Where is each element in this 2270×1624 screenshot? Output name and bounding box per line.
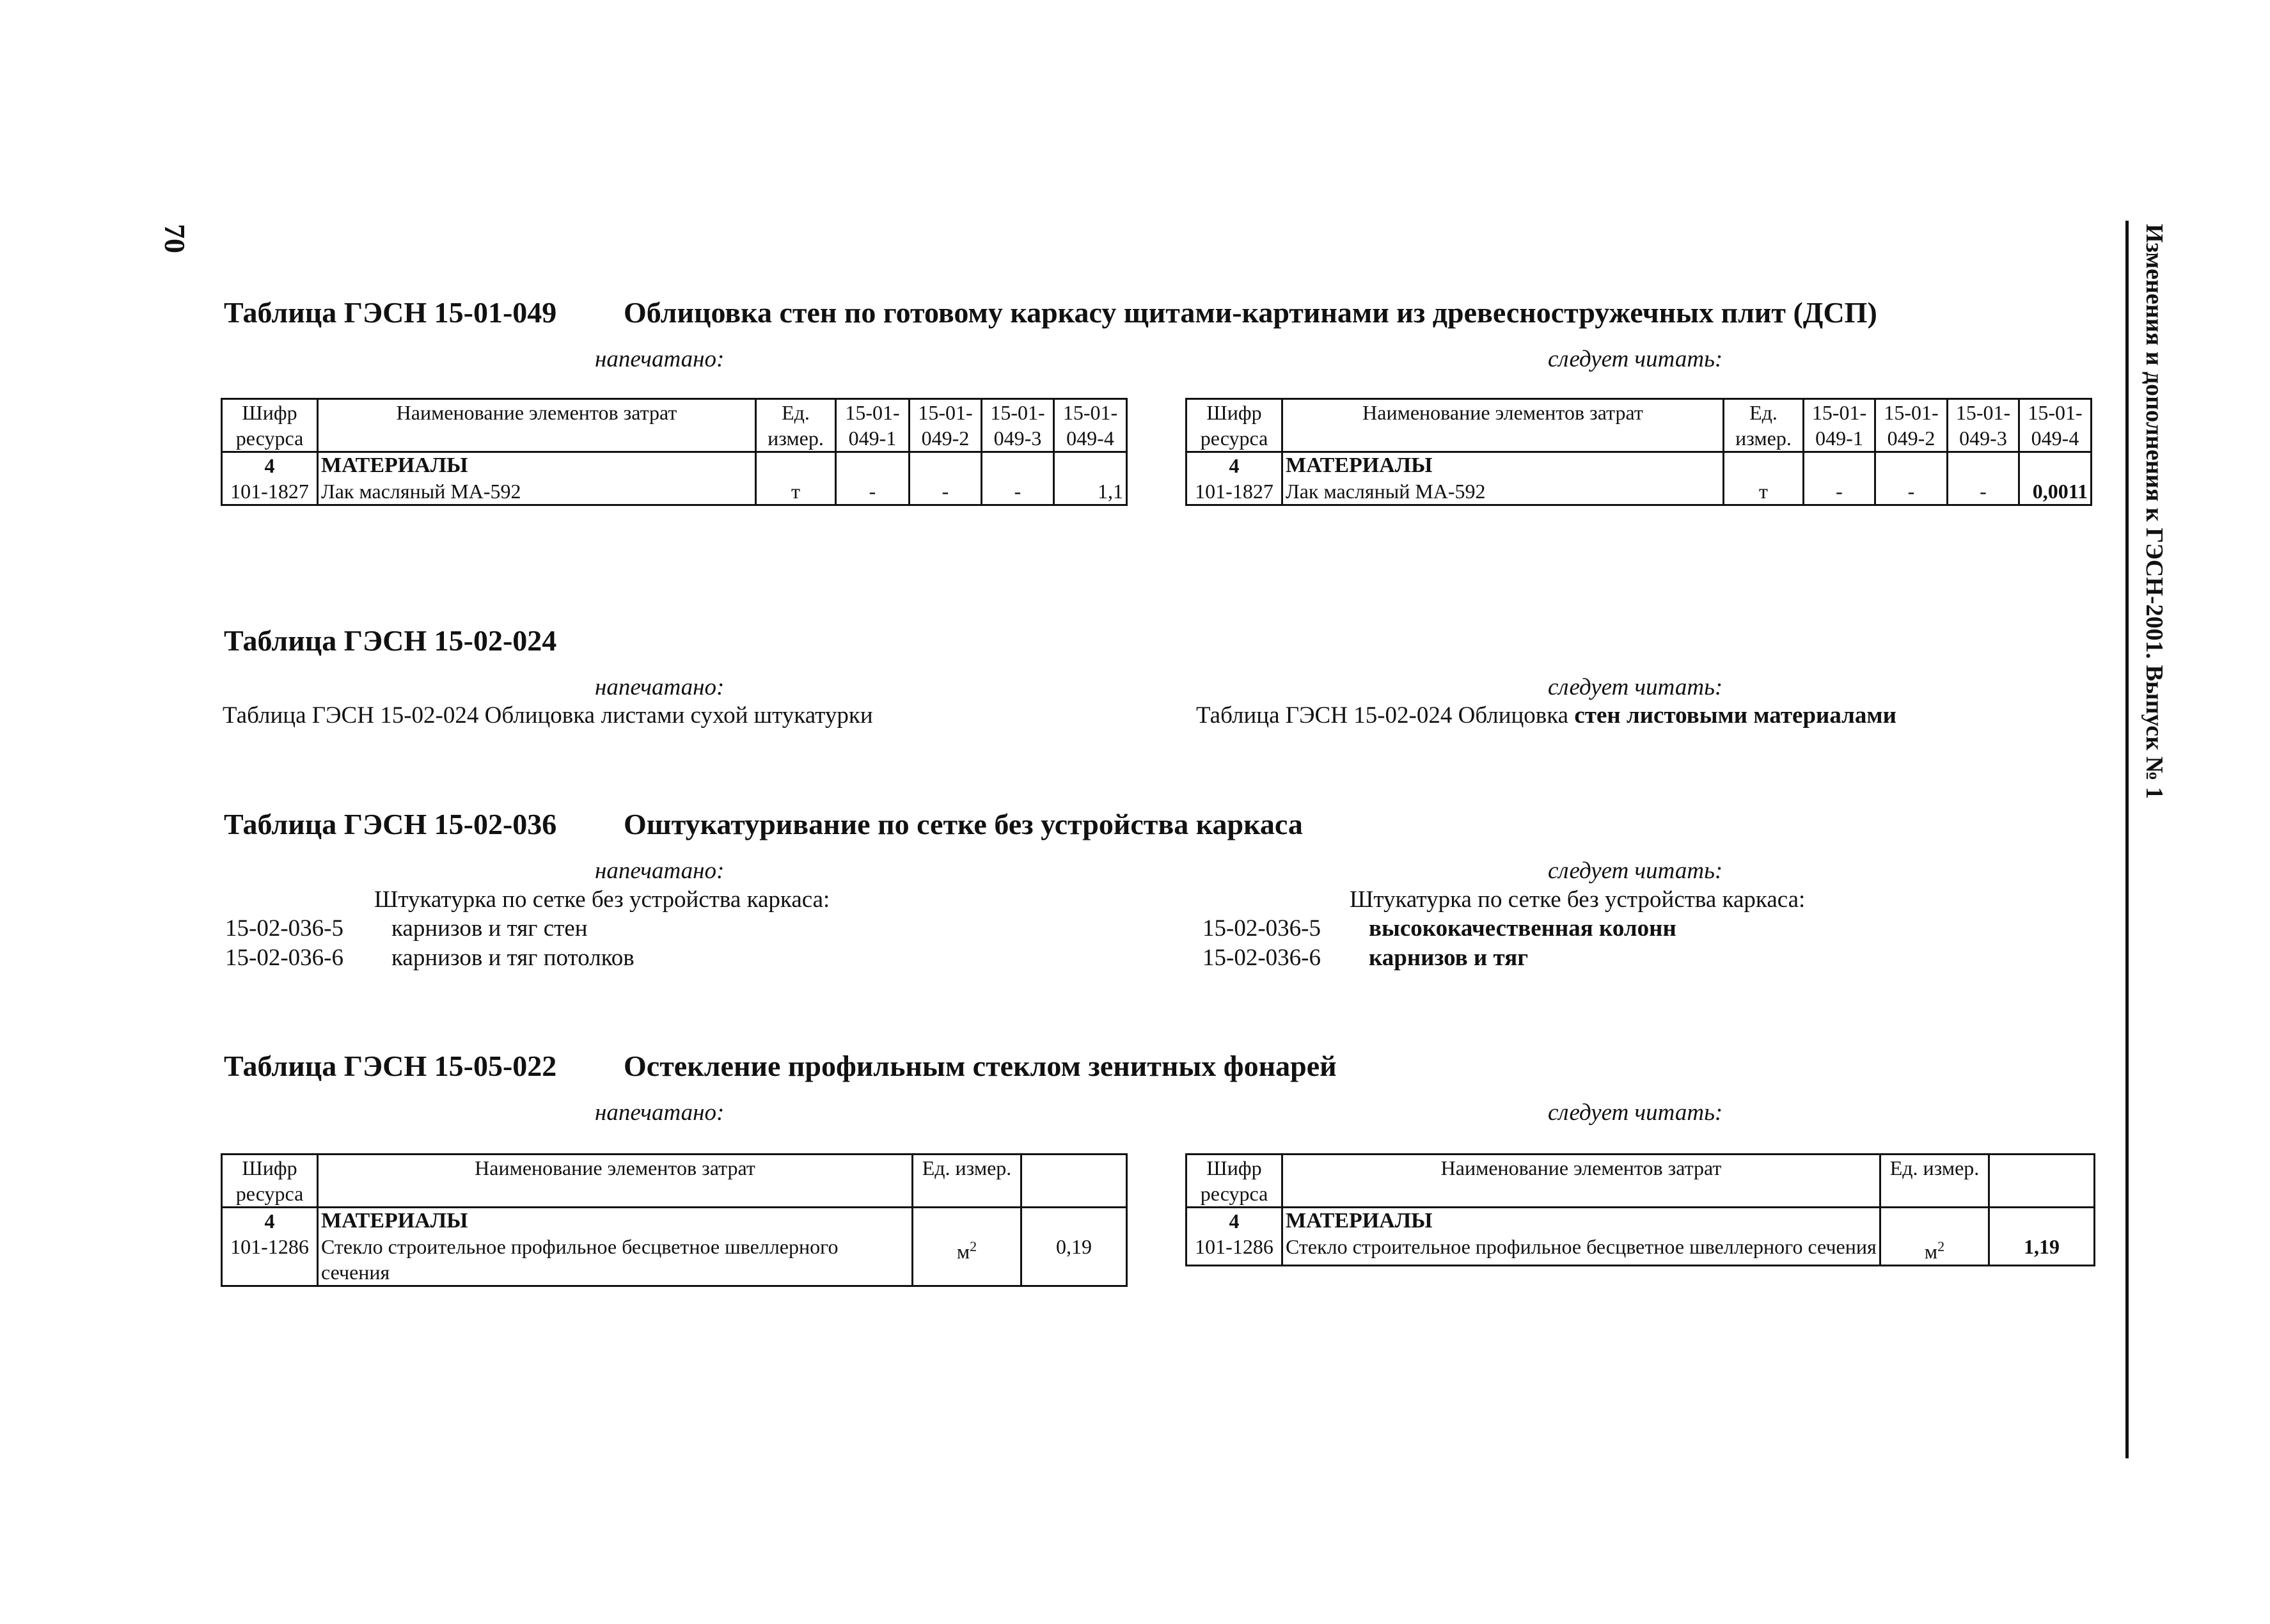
section-description: Облицовка стен по готовому каркасу щитами-картинами из древесностружечных плит (ДСП) xyxy=(624,296,1877,329)
cell-v3: - xyxy=(982,478,1054,505)
cell-v1: - xyxy=(1804,478,1875,505)
cell-name: Стекло строительное профильное бесцветное швеллерного сечения xyxy=(318,1234,913,1286)
section-description: Оштукатуривание по сетке без устройства каркаса xyxy=(624,808,1303,840)
cell-v4: 1,1 xyxy=(1054,478,1127,505)
read-label: следует читать: xyxy=(1548,346,1723,372)
read-heading: Штукатурка по сетке без устройства каркаса: xyxy=(1350,887,1806,913)
cell-unit xyxy=(756,452,836,479)
table-row xyxy=(1186,1208,2095,1234)
read-item-text: карнизов и тяг xyxy=(1369,945,1529,971)
cell-v3 xyxy=(982,452,1054,479)
cell-unit xyxy=(1724,452,1804,479)
section-description: Остекление профильным стеклом зенитных фонарей xyxy=(624,1050,1337,1082)
read-item-code: 15-02-036-5 xyxy=(1202,915,1321,942)
header-col-2: 15-01-049-2 xyxy=(1875,399,1948,452)
header-value xyxy=(1989,1155,2095,1208)
cell-v2 xyxy=(1875,452,1948,479)
read-prefix: Таблица ГЭСН 15-02-024 Облицовка xyxy=(1196,702,1569,729)
header-unit: Ед. измер. xyxy=(913,1155,1021,1208)
cell-v1: - xyxy=(836,478,910,505)
section-code: Таблица ГЭСН 15-02-036 xyxy=(224,808,557,840)
cell-unit: $м^2$ xyxy=(913,1234,1021,1286)
printed-label: напечатано: xyxy=(595,1100,725,1126)
printed-heading: Штукатурка по сетке без устройства каркаса: xyxy=(374,887,830,913)
cell-code: 101-1286 xyxy=(222,1234,318,1286)
printed-text xyxy=(223,702,873,729)
read-label: следует читать: xyxy=(1548,674,1723,700)
cell-unit xyxy=(1880,1208,1989,1234)
cell-code: 4 xyxy=(222,1208,318,1234)
cell-unit: т xyxy=(756,478,836,505)
cell-v2: - xyxy=(1875,478,1948,505)
cell-name: МАТЕРИАЛЫ xyxy=(318,452,756,479)
header-name: Наименование элементов затрат xyxy=(318,399,756,452)
header-unit: Ед. измер. xyxy=(756,399,836,452)
header-code: Шифр ресурса xyxy=(1186,1155,1282,1208)
section-title-15-02-036 xyxy=(224,807,1303,841)
printed-label: напечатано: xyxy=(595,674,725,700)
header-name: Наименование элементов затрат xyxy=(1282,399,1724,452)
cell-v3: - xyxy=(1948,478,2019,505)
cell-unit xyxy=(913,1208,1021,1234)
read-table-15-05-022 xyxy=(1185,1153,2095,1266)
header-col-2: 15-01-049-2 xyxy=(910,399,982,452)
cell-name: Лак масляный МА-592 xyxy=(1282,478,1724,505)
cell-code: 101-1827 xyxy=(1186,478,1282,505)
cell-name: МАТЕРИАЛЫ xyxy=(1282,1208,1880,1234)
read-item-text: высококачественная колонн xyxy=(1369,915,1676,942)
header-col-1: 15-01-049-1 xyxy=(1804,399,1875,452)
header-col-3: 15-01-049-3 xyxy=(1948,399,2019,452)
table-row xyxy=(222,478,1127,505)
cell-v3 xyxy=(1948,452,2019,479)
cell-code: 101-1286 xyxy=(1186,1234,1282,1265)
header-name: Наименование элементов затрат xyxy=(318,1155,913,1208)
printed-item-text: карнизов и тяг стен xyxy=(391,915,588,942)
cell-v2: - xyxy=(910,478,982,505)
header-name: Наименование элементов затрат xyxy=(1282,1155,1880,1208)
cell-v4 xyxy=(2019,452,2092,479)
cell-name: МАТЕРИАЛЫ xyxy=(318,1208,913,1234)
table-row xyxy=(1186,452,2092,479)
cell-value xyxy=(1021,1208,1127,1234)
section-code: Таблица ГЭСН 15-05-022 xyxy=(224,1050,557,1082)
cell-value xyxy=(1989,1208,2095,1234)
printed-table-15-01-049 xyxy=(221,398,1128,506)
read-label: следует читать: xyxy=(1548,1100,1723,1126)
cell-v2 xyxy=(910,452,982,479)
read-item-code: 15-02-036-6 xyxy=(1202,945,1321,971)
cell-v1 xyxy=(836,452,910,479)
header-code: Шифр ресурса xyxy=(222,399,318,452)
cell-unit: $м^2$ xyxy=(1880,1234,1989,1265)
cell-v4 xyxy=(1054,452,1127,479)
header-col-4: 15-01-049-4 xyxy=(2019,399,2092,452)
section-title-15-01-049 xyxy=(224,296,1877,329)
read-table-15-01-049 xyxy=(1185,398,2092,506)
header-unit: Ед. измер. xyxy=(1880,1155,1989,1208)
margin-rule xyxy=(2125,221,2129,1458)
cell-code: 4 xyxy=(1186,1208,1282,1234)
header-col-4: 15-01-049-4 xyxy=(1054,399,1127,452)
printed-label: напечатано: xyxy=(595,346,725,372)
section-code: Таблица ГЭСН 15-01-049 xyxy=(224,296,557,329)
printed-prefix: Таблица ГЭСН 15-02-024 Облицовка xyxy=(223,702,595,729)
cell-unit: т xyxy=(1724,478,1804,505)
read-rest: стен листовыми материалами xyxy=(1574,702,1896,729)
printed-item-code: 15-02-036-6 xyxy=(225,945,343,971)
table-row xyxy=(222,452,1127,479)
header-col-3: 15-01-049-3 xyxy=(982,399,1054,452)
cell-v4: 0,0011 xyxy=(2019,478,2092,505)
table-row xyxy=(222,1234,1127,1286)
cell-v1 xyxy=(1804,452,1875,479)
section-title-15-02-024 xyxy=(224,624,556,658)
section-code: Таблица ГЭСН 15-02-024 xyxy=(224,624,557,657)
printed-label: напечатано: xyxy=(595,858,725,884)
cell-value: 1,19 xyxy=(1989,1234,2095,1265)
read-label: следует читать: xyxy=(1548,858,1723,884)
cell-value: 0,19 xyxy=(1021,1234,1127,1286)
cell-code: 101-1827 xyxy=(222,478,318,505)
cell-code: 4 xyxy=(222,452,318,479)
cell-name: Стекло строительное профильное бесцветное швеллерного сечения xyxy=(1282,1234,1880,1265)
printed-rest: листами сухой штукатурки xyxy=(601,702,873,729)
header-col-1: 15-01-049-1 xyxy=(836,399,910,452)
page-number: 70 xyxy=(159,224,191,253)
cell-name: Лак масляный МА-592 xyxy=(318,478,756,505)
printed-item-text: карнизов и тяг потолков xyxy=(391,945,634,971)
read-text xyxy=(1196,702,1896,729)
table-row xyxy=(1186,1234,2095,1265)
header-code: Шифр ресурса xyxy=(1186,399,1282,452)
section-title-15-05-022 xyxy=(224,1049,1337,1083)
cell-name: МАТЕРИАЛЫ xyxy=(1282,452,1724,479)
cell-code: 4 xyxy=(1186,452,1282,479)
printed-item-code: 15-02-036-5 xyxy=(225,915,343,942)
running-header: Изменения и дополнения к ГЭСН-2001. Выпуск № 1 xyxy=(2141,224,2168,800)
table-row xyxy=(222,1208,1127,1234)
header-code: Шифр ресурса xyxy=(222,1155,318,1208)
printed-table-15-05-022 xyxy=(221,1153,1128,1287)
table-row xyxy=(1186,478,2092,505)
header-value xyxy=(1021,1155,1127,1208)
header-unit: Ед. измер. xyxy=(1724,399,1804,452)
